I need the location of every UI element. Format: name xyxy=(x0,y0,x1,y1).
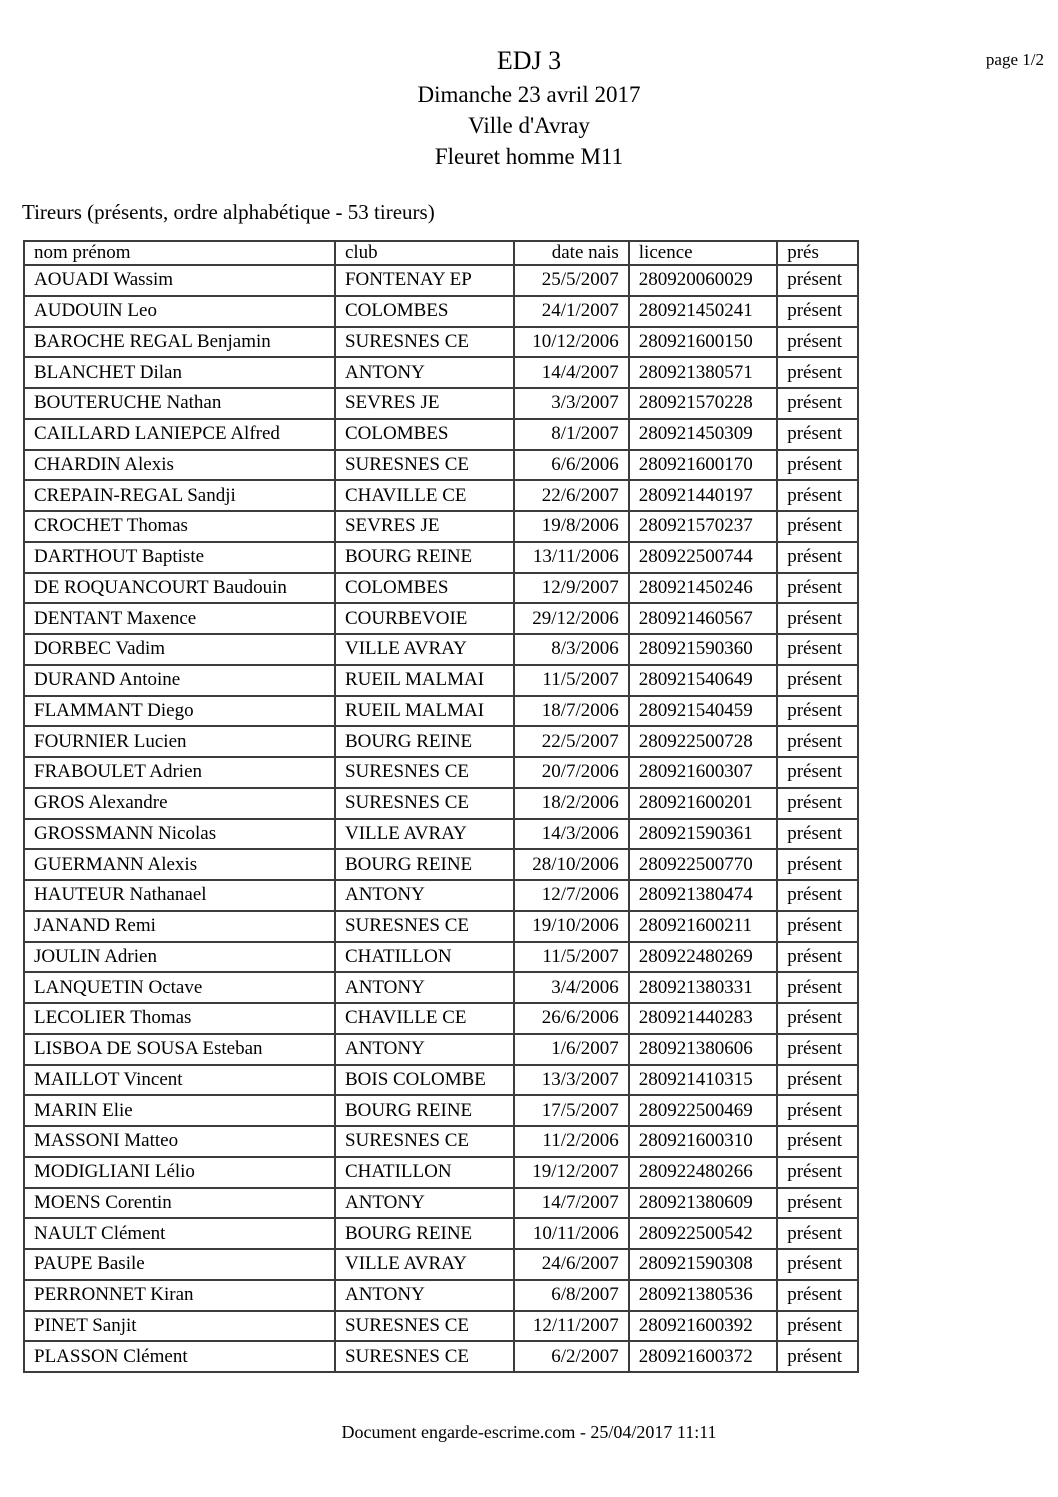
licence-cell: 280921440197 xyxy=(629,480,777,511)
birthdate-cell: 13/11/2006 xyxy=(514,542,629,573)
birthdate-cell: 19/10/2006 xyxy=(514,911,629,942)
presence-cell: présent xyxy=(777,634,858,665)
name-cell: JOULIN Adrien xyxy=(24,942,335,973)
name-cell: HAUTEUR Nathanael xyxy=(24,880,335,911)
name-cell: BOUTERUCHE Nathan xyxy=(24,388,335,419)
presence-cell: présent xyxy=(777,1311,858,1342)
licence-cell: 280921600307 xyxy=(629,757,777,788)
name-cell: MARIN Elie xyxy=(24,1095,335,1126)
table-row xyxy=(24,241,858,265)
club-cell: SURESNES CE xyxy=(335,1126,514,1157)
club-cell: BOURG REINE xyxy=(335,1218,514,1249)
birthdate-cell: 22/5/2007 xyxy=(514,726,629,757)
club-cell: SURESNES CE xyxy=(335,911,514,942)
licence-cell: 280922500728 xyxy=(629,726,777,757)
column-header: nom prénom xyxy=(24,241,335,265)
page-title: EDJ 3 xyxy=(496,46,562,75)
name-cell: FRABOULET Adrien xyxy=(24,757,335,788)
birthdate-cell: 1/6/2007 xyxy=(514,1034,629,1065)
presence-cell: présent xyxy=(777,972,858,1003)
presence-cell: présent xyxy=(777,573,858,604)
licence-cell: 280921600310 xyxy=(629,1126,777,1157)
birthdate-cell: 12/7/2006 xyxy=(514,880,629,911)
presence-cell: présent xyxy=(777,1280,858,1311)
table-row xyxy=(24,1188,858,1219)
birthdate-cell: 24/1/2007 xyxy=(514,296,629,327)
birthdate-cell: 19/12/2007 xyxy=(514,1157,629,1188)
presence-cell: présent xyxy=(777,911,858,942)
table-row xyxy=(24,327,858,358)
presence-cell: présent xyxy=(777,357,858,388)
name-cell: AUDOUIN Leo xyxy=(24,296,335,327)
licence-cell: 280921380609 xyxy=(629,1188,777,1219)
name-cell: PINET Sanjit xyxy=(24,1311,335,1342)
club-cell: BOIS COLOMBE xyxy=(335,1065,514,1096)
name-cell: AOUADI Wassim xyxy=(24,265,335,296)
club-cell: ANTONY xyxy=(335,880,514,911)
licence-cell: 280922480266 xyxy=(629,1157,777,1188)
birthdate-cell: 17/5/2007 xyxy=(514,1095,629,1126)
name-cell: CAILLARD LANIEPCE Alfred xyxy=(24,419,335,450)
birthdate-cell: 11/2/2006 xyxy=(514,1126,629,1157)
name-cell: LANQUETIN Octave xyxy=(24,972,335,1003)
table-row xyxy=(24,1280,858,1311)
presence-cell: présent xyxy=(777,1034,858,1065)
column-header: prés xyxy=(777,241,858,265)
birthdate-cell: 18/7/2006 xyxy=(514,696,629,727)
birthdate-cell: 22/6/2007 xyxy=(514,480,629,511)
presence-cell: présent xyxy=(777,1126,858,1157)
table-row xyxy=(24,634,858,665)
licence-cell: 280922500469 xyxy=(629,1095,777,1126)
table-row xyxy=(24,511,858,542)
table-row xyxy=(24,265,858,296)
licence-cell: 280921380331 xyxy=(629,972,777,1003)
licence-cell: 280921600201 xyxy=(629,788,777,819)
name-cell: MOENS Corentin xyxy=(24,1188,335,1219)
name-cell: PAUPE Basile xyxy=(24,1249,335,1280)
club-cell: CHAVILLE CE xyxy=(335,480,514,511)
club-cell: VILLE AVRAY xyxy=(335,1249,514,1280)
licence-cell: 280921380536 xyxy=(629,1280,777,1311)
name-cell: GROS Alexandre xyxy=(24,788,335,819)
birthdate-cell: 3/3/2007 xyxy=(514,388,629,419)
table-row xyxy=(24,757,858,788)
birthdate-cell: 14/3/2006 xyxy=(514,819,629,850)
presence-cell: présent xyxy=(777,726,858,757)
club-cell: SURESNES CE xyxy=(335,788,514,819)
presence-cell: présent xyxy=(777,1065,858,1096)
club-cell: CHAVILLE CE xyxy=(335,1003,514,1034)
table-row xyxy=(24,726,858,757)
column-header: club xyxy=(335,241,514,265)
table-row xyxy=(24,603,858,634)
licence-cell: 280920060029 xyxy=(629,265,777,296)
table-row xyxy=(24,880,858,911)
event-category: Fleuret homme M11 xyxy=(434,144,624,169)
licence-cell: 280921410315 xyxy=(629,1065,777,1096)
licence-cell: 280921440283 xyxy=(629,1003,777,1034)
birthdate-cell: 8/1/2007 xyxy=(514,419,629,450)
club-cell: CHATILLON xyxy=(335,942,514,973)
table-row xyxy=(24,388,858,419)
name-cell: LECOLIER Thomas xyxy=(24,1003,335,1034)
name-cell: MODIGLIANI Lélio xyxy=(24,1157,335,1188)
club-cell: COLOMBES xyxy=(335,573,514,604)
table-row xyxy=(24,788,858,819)
licence-cell: 280922500770 xyxy=(629,849,777,880)
licence-cell: 280921600392 xyxy=(629,1311,777,1342)
club-cell: COURBEVOIE xyxy=(335,603,514,634)
birthdate-cell: 26/6/2006 xyxy=(514,1003,629,1034)
licence-cell: 280921590361 xyxy=(629,819,777,850)
club-cell: COLOMBES xyxy=(335,419,514,450)
birthdate-cell: 10/12/2006 xyxy=(514,327,629,358)
presence-cell: présent xyxy=(777,1157,858,1188)
birthdate-cell: 14/4/2007 xyxy=(514,357,629,388)
table-row xyxy=(24,911,858,942)
licence-cell: 280921590360 xyxy=(629,634,777,665)
name-cell: LISBOA DE SOUSA Esteban xyxy=(24,1034,335,1065)
club-cell: RUEIL MALMAI xyxy=(335,696,514,727)
presence-cell: présent xyxy=(777,511,858,542)
name-cell: FOURNIER Lucien xyxy=(24,726,335,757)
licence-cell: 280921380606 xyxy=(629,1034,777,1065)
presence-cell: présent xyxy=(777,788,858,819)
licence-cell: 280921600150 xyxy=(629,327,777,358)
licence-cell: 280921570228 xyxy=(629,388,777,419)
name-cell: PERRONNET Kiran xyxy=(24,1280,335,1311)
table-row xyxy=(24,1065,858,1096)
presence-cell: présent xyxy=(777,265,858,296)
birthdate-cell: 10/11/2006 xyxy=(514,1218,629,1249)
presence-cell: présent xyxy=(777,880,858,911)
licence-cell: 280921380474 xyxy=(629,880,777,911)
licence-cell: 280921540649 xyxy=(629,665,777,696)
birthdate-cell: 28/10/2006 xyxy=(514,849,629,880)
club-cell: SEVRES JE xyxy=(335,511,514,542)
licence-cell: 280921380571 xyxy=(629,357,777,388)
club-cell: BOURG REINE xyxy=(335,542,514,573)
presence-cell: présent xyxy=(777,1249,858,1280)
presence-cell: présent xyxy=(777,819,858,850)
table-row xyxy=(24,480,858,511)
presence-cell: présent xyxy=(777,942,858,973)
presence-cell: présent xyxy=(777,757,858,788)
birthdate-cell: 11/5/2007 xyxy=(514,665,629,696)
presence-cell: présent xyxy=(777,388,858,419)
club-cell: SURESNES CE xyxy=(335,1341,514,1372)
birthdate-cell: 19/8/2006 xyxy=(514,511,629,542)
name-cell: CREPAIN-REGAL Sandji xyxy=(24,480,335,511)
event-date: Dimanche 23 avril 2017 xyxy=(417,82,641,107)
club-cell: BOURG REINE xyxy=(335,849,514,880)
table-row xyxy=(24,1034,858,1065)
club-cell: FONTENAY EP xyxy=(335,265,514,296)
name-cell: MASSONI Matteo xyxy=(24,1126,335,1157)
name-cell: DORBEC Vadim xyxy=(24,634,335,665)
club-cell: BOURG REINE xyxy=(335,726,514,757)
name-cell: BAROCHE REGAL Benjamin xyxy=(24,327,335,358)
birthdate-cell: 6/6/2006 xyxy=(514,450,629,481)
presence-cell: présent xyxy=(777,1188,858,1219)
name-cell: DARTHOUT Baptiste xyxy=(24,542,335,573)
licence-cell: 280922480269 xyxy=(629,942,777,973)
name-cell: CROCHET Thomas xyxy=(24,511,335,542)
page-number: page 1/2 xyxy=(985,50,1044,69)
presence-cell: présent xyxy=(777,327,858,358)
name-cell: DENTANT Maxence xyxy=(24,603,335,634)
club-cell: ANTONY xyxy=(335,1280,514,1311)
name-cell: GROSSMANN Nicolas xyxy=(24,819,335,850)
club-cell: ANTONY xyxy=(335,972,514,1003)
presence-cell: présent xyxy=(777,1218,858,1249)
birthdate-cell: 6/8/2007 xyxy=(514,1280,629,1311)
birthdate-cell: 18/2/2006 xyxy=(514,788,629,819)
column-header: licence xyxy=(629,241,777,265)
licence-cell: 280921450309 xyxy=(629,419,777,450)
document-header xyxy=(0,0,1058,172)
club-cell: RUEIL MALMAI xyxy=(335,665,514,696)
table-row xyxy=(24,665,858,696)
table-row xyxy=(24,696,858,727)
licence-cell: 280921540459 xyxy=(629,696,777,727)
birthdate-cell: 24/6/2007 xyxy=(514,1249,629,1280)
name-cell: PLASSON Clément xyxy=(24,1341,335,1372)
table-row xyxy=(24,819,858,850)
birthdate-cell: 6/2/2007 xyxy=(514,1341,629,1372)
club-cell: ANTONY xyxy=(335,1034,514,1065)
table-row xyxy=(24,972,858,1003)
presence-cell: présent xyxy=(777,603,858,634)
birthdate-cell: 25/5/2007 xyxy=(514,265,629,296)
presence-cell: présent xyxy=(777,1341,858,1372)
name-cell: DURAND Antoine xyxy=(24,665,335,696)
birthdate-cell: 11/5/2007 xyxy=(514,942,629,973)
presence-cell: présent xyxy=(777,696,858,727)
club-cell: VILLE AVRAY xyxy=(335,634,514,665)
licence-cell: 280921450241 xyxy=(629,296,777,327)
name-cell: BLANCHET Dilan xyxy=(24,357,335,388)
presence-cell: présent xyxy=(777,1003,858,1034)
club-cell: ANTONY xyxy=(335,357,514,388)
club-cell: BOURG REINE xyxy=(335,1095,514,1126)
table-row xyxy=(24,450,858,481)
name-cell: GUERMANN Alexis xyxy=(24,849,335,880)
table-row xyxy=(24,296,858,327)
table-row xyxy=(24,357,858,388)
section-label: Tireurs (présents, ordre alphabétique - 53 tireurs) xyxy=(22,200,435,224)
club-cell: CHATILLON xyxy=(335,1157,514,1188)
licence-cell: 280921600170 xyxy=(629,450,777,481)
licence-cell: 280921600372 xyxy=(629,1341,777,1372)
licence-cell: 280921600211 xyxy=(629,911,777,942)
tireurs-table xyxy=(23,240,859,1373)
birthdate-cell: 3/4/2006 xyxy=(514,972,629,1003)
document-footer: Document engarde-escrime.com - 25/04/2017 11:11 xyxy=(341,1422,717,1442)
name-cell: DE ROQUANCOURT Baudouin xyxy=(24,573,335,604)
club-cell: SURESNES CE xyxy=(335,450,514,481)
licence-cell: 280921570237 xyxy=(629,511,777,542)
name-cell: MAILLOT Vincent xyxy=(24,1065,335,1096)
birthdate-cell: 13/3/2007 xyxy=(514,1065,629,1096)
table-row xyxy=(24,1218,858,1249)
table-row xyxy=(24,1003,858,1034)
licence-cell: 280921460567 xyxy=(629,603,777,634)
table-row xyxy=(24,419,858,450)
presence-cell: présent xyxy=(777,542,858,573)
table-row xyxy=(24,942,858,973)
presence-cell: présent xyxy=(777,296,858,327)
presence-cell: présent xyxy=(777,450,858,481)
club-cell: SURESNES CE xyxy=(335,327,514,358)
licence-cell: 280921450246 xyxy=(629,573,777,604)
table-row xyxy=(24,573,858,604)
table-row xyxy=(24,1311,858,1342)
presence-cell: présent xyxy=(777,849,858,880)
name-cell: JANAND Remi xyxy=(24,911,335,942)
licence-cell: 280922500542 xyxy=(629,1218,777,1249)
birthdate-cell: 8/3/2006 xyxy=(514,634,629,665)
presence-cell: présent xyxy=(777,419,858,450)
table-row xyxy=(24,1249,858,1280)
name-cell: CHARDIN Alexis xyxy=(24,450,335,481)
table-header-row xyxy=(24,241,858,265)
club-cell: SURESNES CE xyxy=(335,757,514,788)
club-cell: COLOMBES xyxy=(335,296,514,327)
presence-cell: présent xyxy=(777,665,858,696)
table-row xyxy=(24,542,858,573)
event-place: Ville d'Avray xyxy=(468,113,590,138)
table-row xyxy=(24,849,858,880)
birthdate-cell: 12/11/2007 xyxy=(514,1311,629,1342)
birthdate-cell: 14/7/2007 xyxy=(514,1188,629,1219)
birthdate-cell: 29/12/2006 xyxy=(514,603,629,634)
table-row xyxy=(24,1126,858,1157)
name-cell: FLAMMANT Diego xyxy=(24,696,335,727)
club-cell: SURESNES CE xyxy=(335,1311,514,1342)
presence-cell: présent xyxy=(777,1095,858,1126)
table-row xyxy=(24,1157,858,1188)
club-cell: SEVRES JE xyxy=(335,388,514,419)
table-row xyxy=(24,1341,858,1372)
club-cell: ANTONY xyxy=(335,1188,514,1219)
column-header: date nais xyxy=(514,241,629,265)
birthdate-cell: 20/7/2006 xyxy=(514,757,629,788)
table-body xyxy=(24,265,858,1372)
presence-cell: présent xyxy=(777,480,858,511)
name-cell: NAULT Clément xyxy=(24,1218,335,1249)
club-cell: VILLE AVRAY xyxy=(335,819,514,850)
table-row xyxy=(24,1095,858,1126)
licence-cell: 280922500744 xyxy=(629,542,777,573)
birthdate-cell: 12/9/2007 xyxy=(514,573,629,604)
licence-cell: 280921590308 xyxy=(629,1249,777,1280)
